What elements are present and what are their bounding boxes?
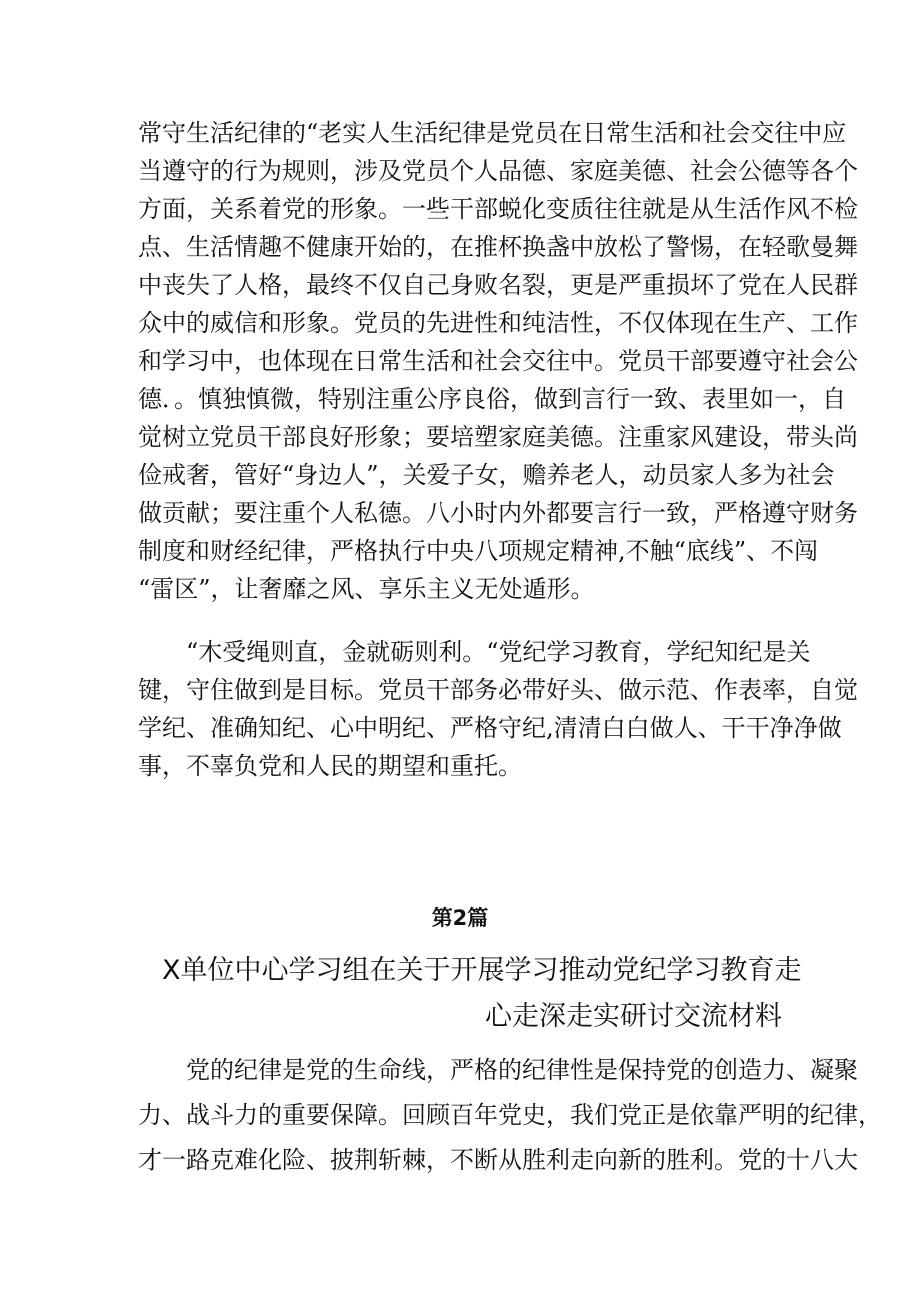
section-title-line-1: X单位中心学习组在关于开展学习推动党纪学习教育走: [162, 955, 802, 986]
paragraph-2-line-1: “木受绳则直，金就砺则利。“党纪学习教育，学纪知纪是关: [186, 638, 811, 666]
paragraph-3-line-3: 才一路克难化险、披荆斩棘，不断从胜利走向新的胜利。党的十八大: [138, 1146, 858, 1174]
section-number: 第2篇: [431, 906, 489, 930]
paragraph-2-line-4: 事，不辜负党和人民的期望和重托。: [138, 752, 522, 780]
paragraph-2-line-3: 学纪、准确知纪、心中明纪、严格守纪,清清白白做人、干干净净做: [138, 714, 842, 742]
paragraph-1-line-10: 俭戒奢，管好“身边人”，关爱子女，赡养老人，动员家人多为社会: [138, 461, 835, 489]
paragraph-1-line-11: 做贡献；要注重个人私德。八小时内外都要言行一致，严格遵守财务: [138, 499, 858, 527]
paragraph-3-line-1: 党的纪律是党的生命线，严格的纪律性是保持党的创造力、凝聚: [186, 1056, 858, 1084]
paragraph-1-line-7: 和学习中，也体现在日常生活和社会交往中。党员干部要遵守社会公: [138, 347, 858, 375]
paragraph-1-line-12: 制度和财经纪律，严格执行中央八项规定精神,不触“底线”、不闯: [138, 537, 819, 565]
paragraph-1-line-5: 中丧失了人格，最终不仅自己身败名裂，更是严重损坏了党在人民群: [138, 271, 858, 299]
section-title-line-2: 心走深走实研讨交流材料: [485, 1001, 782, 1032]
paragraph-1-line-2: 当遵守的行为规则，涉及党员个人品德、家庭美德、社会公德等各个: [138, 157, 858, 185]
paragraph-1-line-4: 点、生活情趣不健康开始的，在推杯换盏中放松了警惕，在轻歌曼舞: [138, 233, 858, 261]
paragraph-1-line-6: 众中的威信和形象。党员的先进性和纯洁性，不仅体现在生产、工作: [138, 309, 858, 337]
paragraph-1-line-3: 方面，关系着党的形象。一些干部蜕化变质往往就是从生活作风不检: [138, 195, 858, 223]
paragraph-1-line-1: 常守生活纪律的“老实人生活纪律是党员在日常生活和社会交往中应: [138, 119, 847, 147]
paragraph-2-line-2: 键，守住做到是目标。党员干部务必带好头、做示范、作表率，自觉: [138, 676, 858, 704]
paragraph-1-line-9: 觉树立党员干部良好形象；要培塑家庭美德。注重家风建设，带头尚: [138, 423, 858, 451]
paragraph-1-line-13: “雷区”，让奢靡之风、享乐主义无处遁形。: [138, 575, 595, 603]
paragraph-3-line-2: 力、战斗力的重要保障。回顾百年党史，我们党正是依靠严明的纪律，: [138, 1101, 882, 1129]
paragraph-1-line-8: 德．。慎独慎微，特别注重公序良俗，做到言行一致、表里如一，自: [138, 385, 846, 413]
